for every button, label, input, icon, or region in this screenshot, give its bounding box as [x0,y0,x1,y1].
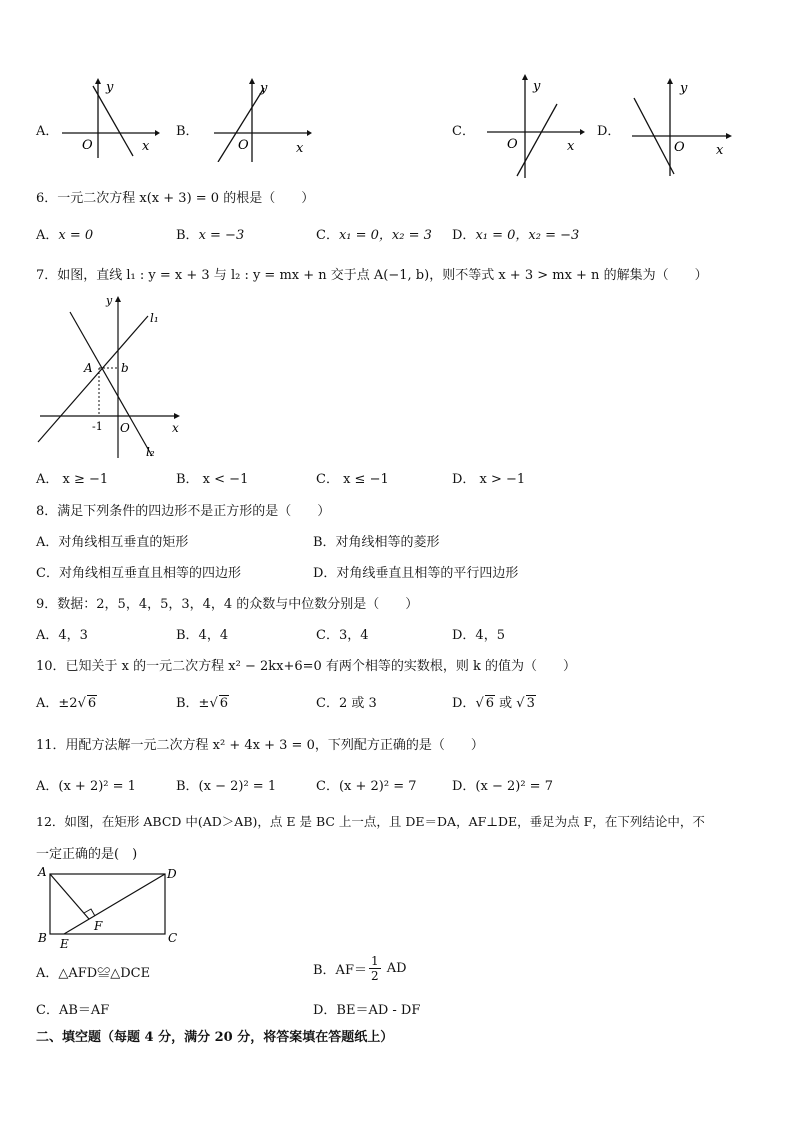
q12-option-c: C．AB＝AF [36,1003,110,1018]
fig-l1: l₁ [150,311,159,325]
q10-option-d: D．√ 6 或 √ 3 [452,696,535,711]
q5-graph-d [630,78,732,176]
fig-b: B [38,931,47,945]
q12-option-d: D．BE＝AD - DF [313,1003,421,1018]
q8-stem: 8．满足下列条件的四边形不是正方形的是（ ） [36,504,331,519]
q6-option-b: B．x = −3 [176,228,245,243]
axis-x: x [296,141,304,156]
axis-y: y [680,81,688,96]
fig-origin: O [120,421,130,435]
q5-option-b-label: B． [176,124,199,139]
axis-y: y [533,79,541,94]
q12-figure [34,864,184,950]
q7-option-d: D． x > −1 [452,472,526,487]
q9-stem: 9．数据：2，5，4，5，3，4，4 的众数与中位数分别是（ ） [36,597,419,612]
q8-option-c: C．对角线相互垂直且相等的四边形 [36,566,241,581]
fig-d: D [167,867,177,881]
fig-neg1: -1 [92,420,103,433]
q9-option-d: D．4，5 [452,628,505,643]
fig-b: b [121,361,129,375]
q12-stem-line2: 一定正确的是( ) [36,847,138,862]
origin-label: O [82,138,93,153]
fig-a: A [38,865,47,879]
q11-option-b: B．(x − 2)² = 1 [176,779,277,794]
q6-stem: 6．一元二次方程 x(x + 3) = 0 的根是（ ） [36,191,315,206]
q7-figure [36,290,186,460]
q8-option-d: D．对角线垂直且相等的平行四边形 [313,566,519,581]
origin-label: O [238,138,249,153]
q7-option-b: B． x < −1 [176,472,249,487]
q10-option-c: C．2 或 3 [316,696,377,711]
q5-graph-a [60,78,160,158]
q5-option-c-label: C． [452,124,475,139]
fig-x: x [172,421,179,435]
q12-option-b: B．AF＝ $\frac{1}{2}$ AD [313,954,407,983]
q5-graph-b [212,78,312,162]
q7-option-a: A． x ≥ −1 [36,472,109,487]
origin-label: O [674,140,685,155]
q6-option-c: C．x₁ = 0，x₂ = 3 [316,228,432,243]
q7-option-c: C． x ≤ −1 [316,472,389,487]
q11-option-a: A．(x + 2)² = 1 [36,779,136,794]
axis-y: y [106,80,114,95]
q5-graph-c [485,74,585,178]
fig-point-a: A [84,361,93,375]
axis-y: y [260,81,268,96]
q9-option-b: B．4，4 [176,628,229,643]
q9-option-a: A．4，3 [36,628,88,643]
q10-option-a: A．±2√ 6 [36,696,97,711]
fig-l2: l₂ [146,445,155,459]
q9-option-c: C．3，4 [316,628,369,643]
axis-x: x [567,139,575,154]
axis-x: x [716,143,724,158]
q12-stem-line1: 12．如图，在矩形 ABCD 中(AD＞AB)，点 E 是 BC 上一点，且 DE＝DA，AF⊥DE，垂足为点 F，在下列结论中，不 [36,814,705,829]
q11-option-c: C．(x + 2)² = 7 [316,779,417,794]
q6-option-d: D．x₁ = 0，x₂ = −3 [452,228,580,243]
section-2-title: 二、填空题（每题 4 分，满分 20 分，将答案填在答题纸上） [36,1030,394,1045]
q8-option-a: A．对角线相互垂直的矩形 [36,535,189,550]
fig-y: y [106,294,113,307]
q8-option-b: B．对角线相等的菱形 [313,535,440,550]
q7-stem: 7．如图，直线 l₁ : y = x + 3 与 l₂ : y = mx + n 交于点 A(−1, b)，则不等式 x + 3 > mx + n 的解集为（ ） [36,268,708,283]
fig-e: E [60,937,69,950]
origin-label: O [507,137,518,152]
q10-stem: 10．已知关于 x 的一元二次方程 x² − 2kx+6=0 有两个相等的实数根，则 k 的值为（ ） [36,659,577,674]
q11-option-d: D．(x − 2)² = 7 [452,779,553,794]
axis-x: x [142,139,150,154]
q11-stem: 11．用配方法解一元二次方程 x² + 4x + 3 = 0，下列配方正确的是（ ） [36,738,484,753]
fig-f: F [94,919,103,933]
q6-option-a: A．x = 0 [36,228,94,243]
q5-option-d-label: D． [597,124,621,139]
q10-option-b: B．±√ 6 [176,696,229,711]
q12-option-a: A．△AFD≌△DCE [36,966,151,981]
q5-option-a-label: A． [36,124,59,139]
fig-c: C [168,931,178,945]
